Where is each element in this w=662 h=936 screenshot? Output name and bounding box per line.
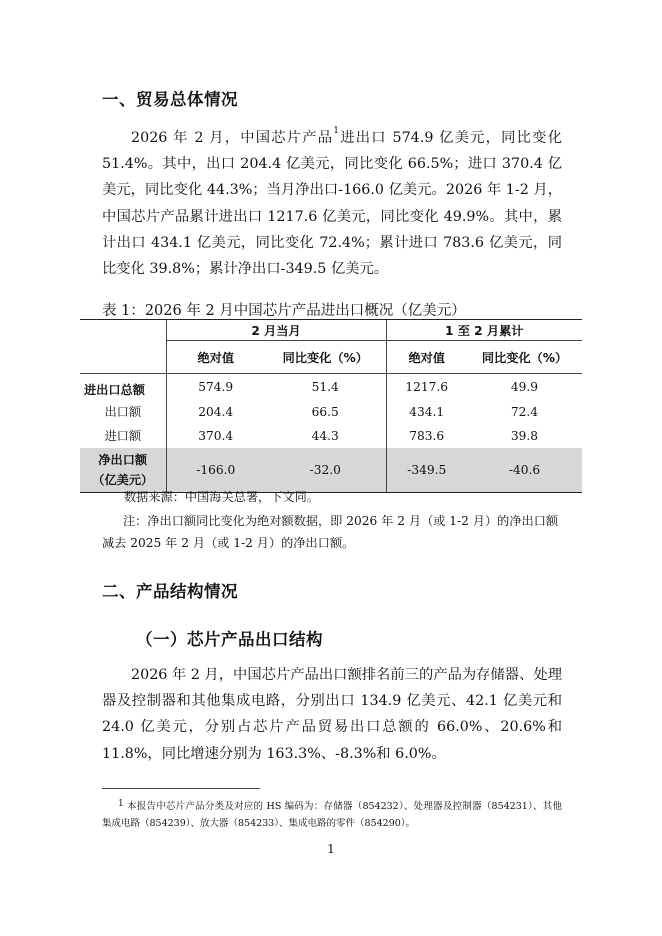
table-row-total xyxy=(80,374,582,400)
paragraph-export-structure: 2026 年 2 月，中国芯片产品出口额排名前三的产品为存储器、处理器及控制器和其他集成电路，分别出口 134.9 亿美元、42.1 亿美元和 24.0 亿美元，分别占芯片产品贸易出口总额的 66.0%、20.6%和 11.8%，同比增速分别为 163.3%、-8.3%和 6.0%。 xyxy=(102,667,562,762)
page-number: 1 xyxy=(327,842,335,856)
cell-cum-yoy: 72.4 xyxy=(510,404,539,419)
header-cumulative-group: 1 至 2 月累计 xyxy=(386,320,582,341)
cell-cum-yoy: -40.6 xyxy=(467,448,582,493)
table-row-export xyxy=(80,400,582,424)
table-corner-cell xyxy=(80,320,166,341)
cell-cum-abs: -349.5 xyxy=(386,448,467,493)
row-label: 出口额 xyxy=(104,405,142,419)
cell-cum-yoy: 39.8 xyxy=(510,428,539,443)
row-label: 进口额 xyxy=(104,429,142,443)
cell-month-abs: 574.9 xyxy=(166,374,265,400)
trade-summary-table xyxy=(80,319,582,493)
table-corner-cell-2 xyxy=(80,341,166,374)
header-cum-abs: 绝对值 xyxy=(386,341,467,374)
header-cum-yoy: 同比变化（%） xyxy=(467,341,582,374)
footnote-ref-1[interactable]: 1 xyxy=(333,126,340,136)
cell-month-yoy: 51.4 xyxy=(311,379,339,394)
cell-cum-abs: 434.1 xyxy=(386,400,467,424)
cell-month-abs: 370.4 xyxy=(166,424,265,448)
cell-cum-abs: 1217.6 xyxy=(386,374,467,400)
cell-cum-yoy: 49.9 xyxy=(510,379,539,394)
header-month-group: 2 月当月 xyxy=(166,320,386,341)
table-1-caption: 表 1：2026 年 2 月中国芯片产品进出口概况（亿美元） xyxy=(102,303,466,319)
table-row-import xyxy=(80,424,582,448)
cell-month-abs: 204.4 xyxy=(166,400,265,424)
header-month-abs: 绝对值 xyxy=(166,341,265,374)
cell-month-yoy: -32.0 xyxy=(265,448,386,493)
table-group-header-row xyxy=(80,320,582,341)
footnote-separator xyxy=(102,788,260,789)
row-label: 进出口总额 xyxy=(84,383,145,398)
cell-month-abs: -166.0 xyxy=(166,448,265,493)
cell-cum-abs: 783.6 xyxy=(386,424,467,448)
net-label-line2: （亿美元） xyxy=(92,472,154,487)
net-export-note: 注：净出口额同比变化为绝对额数据，即 2026 年 2 月（或 1-2 月）的净出口额减去 2025 年 2 月（或 1-2 月）的净出口额。 xyxy=(102,514,559,550)
header-month-yoy: 同比变化（%） xyxy=(265,341,386,374)
para1-text-a: 2026 年 2 月，中国芯片产品 xyxy=(131,130,334,146)
cell-month-yoy: 66.5 xyxy=(311,404,339,419)
net-label-line1: 净出口额 xyxy=(98,452,148,467)
footnote-1 xyxy=(102,798,562,832)
footnote-text: 本报告中芯片产品分类及对应的 HS 编码为：存储器（854232）、处理器及控制器（854231）、其他集成电路（854239）、放大器（854233）、集成电路的零件（854290）。 xyxy=(102,801,562,829)
footnote-mark: 1 xyxy=(118,799,124,809)
section-2-heading: 二、产品结构情况 xyxy=(102,582,238,601)
section-1-heading: 一、贸易总体情况 xyxy=(102,90,238,109)
subsection-export-structure-heading: （一）芯片产品出口结构 xyxy=(136,630,323,649)
para1-text-b: 进出口 574.9 亿美元，同比变化 51.4%。其中，出口 204.4 亿美元，同比变化 66.5%；进口 370.4 亿美元，同比变化 44.3%；当月净出口-166.0 亿美元。2026 年 1-2 月，中国芯片产品累计进出口 1217.6 亿美元，同比变化 49.9%。其中，累计出口 434.1 亿美元，同比变化 72.4%；累计进口 783.6 亿美元，同比变化 39.8%；累计净出口-349.5 亿美元。 xyxy=(102,130,562,278)
table-column-header-row xyxy=(80,341,582,374)
data-source-note: 数据来源：中国海关总署，下文同。 xyxy=(124,490,319,504)
paragraph-trade-overview xyxy=(102,125,562,282)
cell-month-yoy: 44.3 xyxy=(311,428,339,443)
